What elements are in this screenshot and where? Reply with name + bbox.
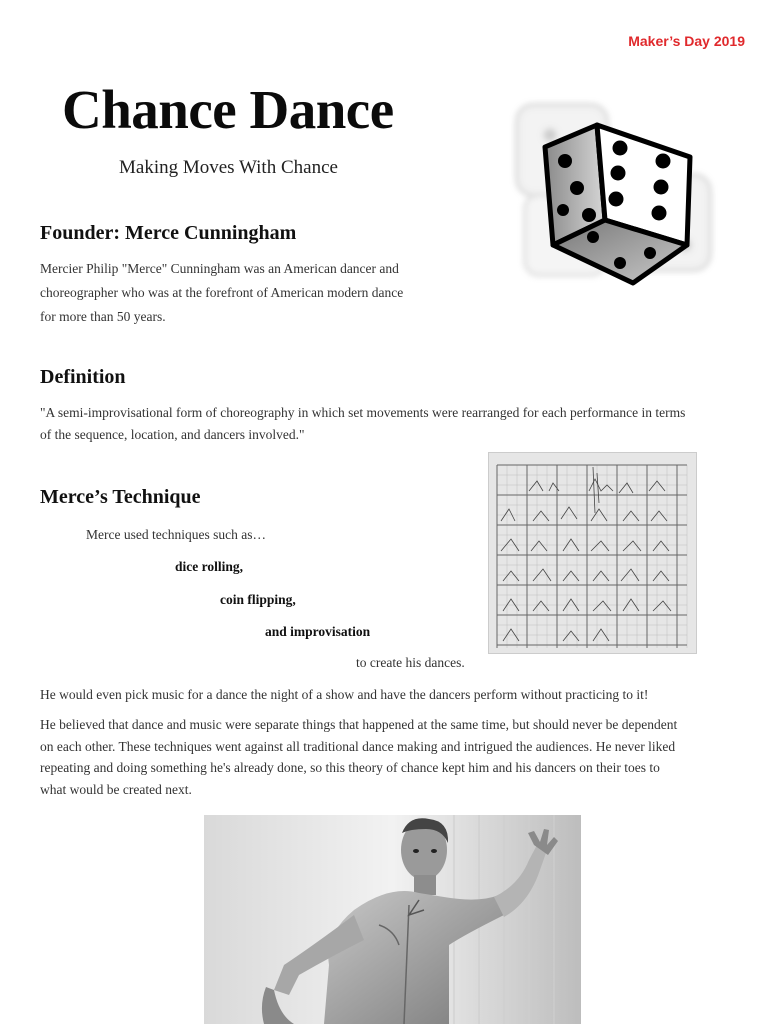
founder-line-1: Mercier Philip "Merce" Cunningham was an American dancer and	[40, 261, 399, 276]
technique-p2-line-4: what would be created next.	[40, 781, 192, 797]
photo-svg	[204, 815, 581, 1024]
technique-item-dice: dice rolling,	[175, 559, 244, 574]
definition-heading: Definition	[40, 366, 126, 388]
dice-illustration	[505, 95, 725, 295]
technique-p2-line-2: on each other. These techniques went against all traditional dance making and intrigued the audiences. He never liked	[40, 738, 676, 754]
founder-line-2: choreographer who was at the forefront of American modern dance	[40, 285, 404, 300]
definition-line-2: of the sequence, location, and dancers involved."	[40, 427, 305, 442]
technique-paragraph-1: He would even pick music for a dance the night of a show and have the dancers perform without practicing to it!	[40, 687, 649, 702]
page-title: Chance Dance	[62, 79, 394, 140]
choreography-grid-image	[488, 452, 697, 654]
makers-day-tag: Maker’s Day 2019	[628, 33, 745, 49]
choreography-grid-svg	[489, 453, 696, 653]
founder-paragraph	[40, 257, 460, 329]
technique-item-coin: coin flipping,	[220, 592, 296, 607]
technique-outro: to create his dances.	[356, 655, 465, 670]
technique-p2-line-3: repeating and doing something he's already done, so this theory of chance kept him and his dancers on their toes to	[40, 760, 660, 775]
founder-heading: Founder: Merce Cunningham	[40, 222, 297, 244]
technique-p2-line-1: He believed that dance and music were separate things that happened at the same time, but should never be dependent	[40, 717, 678, 732]
definition-paragraph	[40, 402, 760, 446]
merce-cunningham-photo	[204, 815, 581, 1024]
dice-svg	[505, 95, 725, 295]
technique-paragraph-2	[40, 714, 760, 800]
page-subtitle: Making Moves With Chance	[119, 157, 338, 178]
technique-intro: Merce used techniques such as…	[86, 527, 266, 542]
technique-heading: Merce’s Technique	[40, 486, 201, 508]
technique-item-improv: and improvisation	[265, 624, 371, 639]
founder-line-3: for more than 50 years.	[40, 309, 166, 324]
definition-line-1: "A semi-improvisational form of choreography in which set movements were rearranged for each performance in terms	[40, 405, 686, 420]
